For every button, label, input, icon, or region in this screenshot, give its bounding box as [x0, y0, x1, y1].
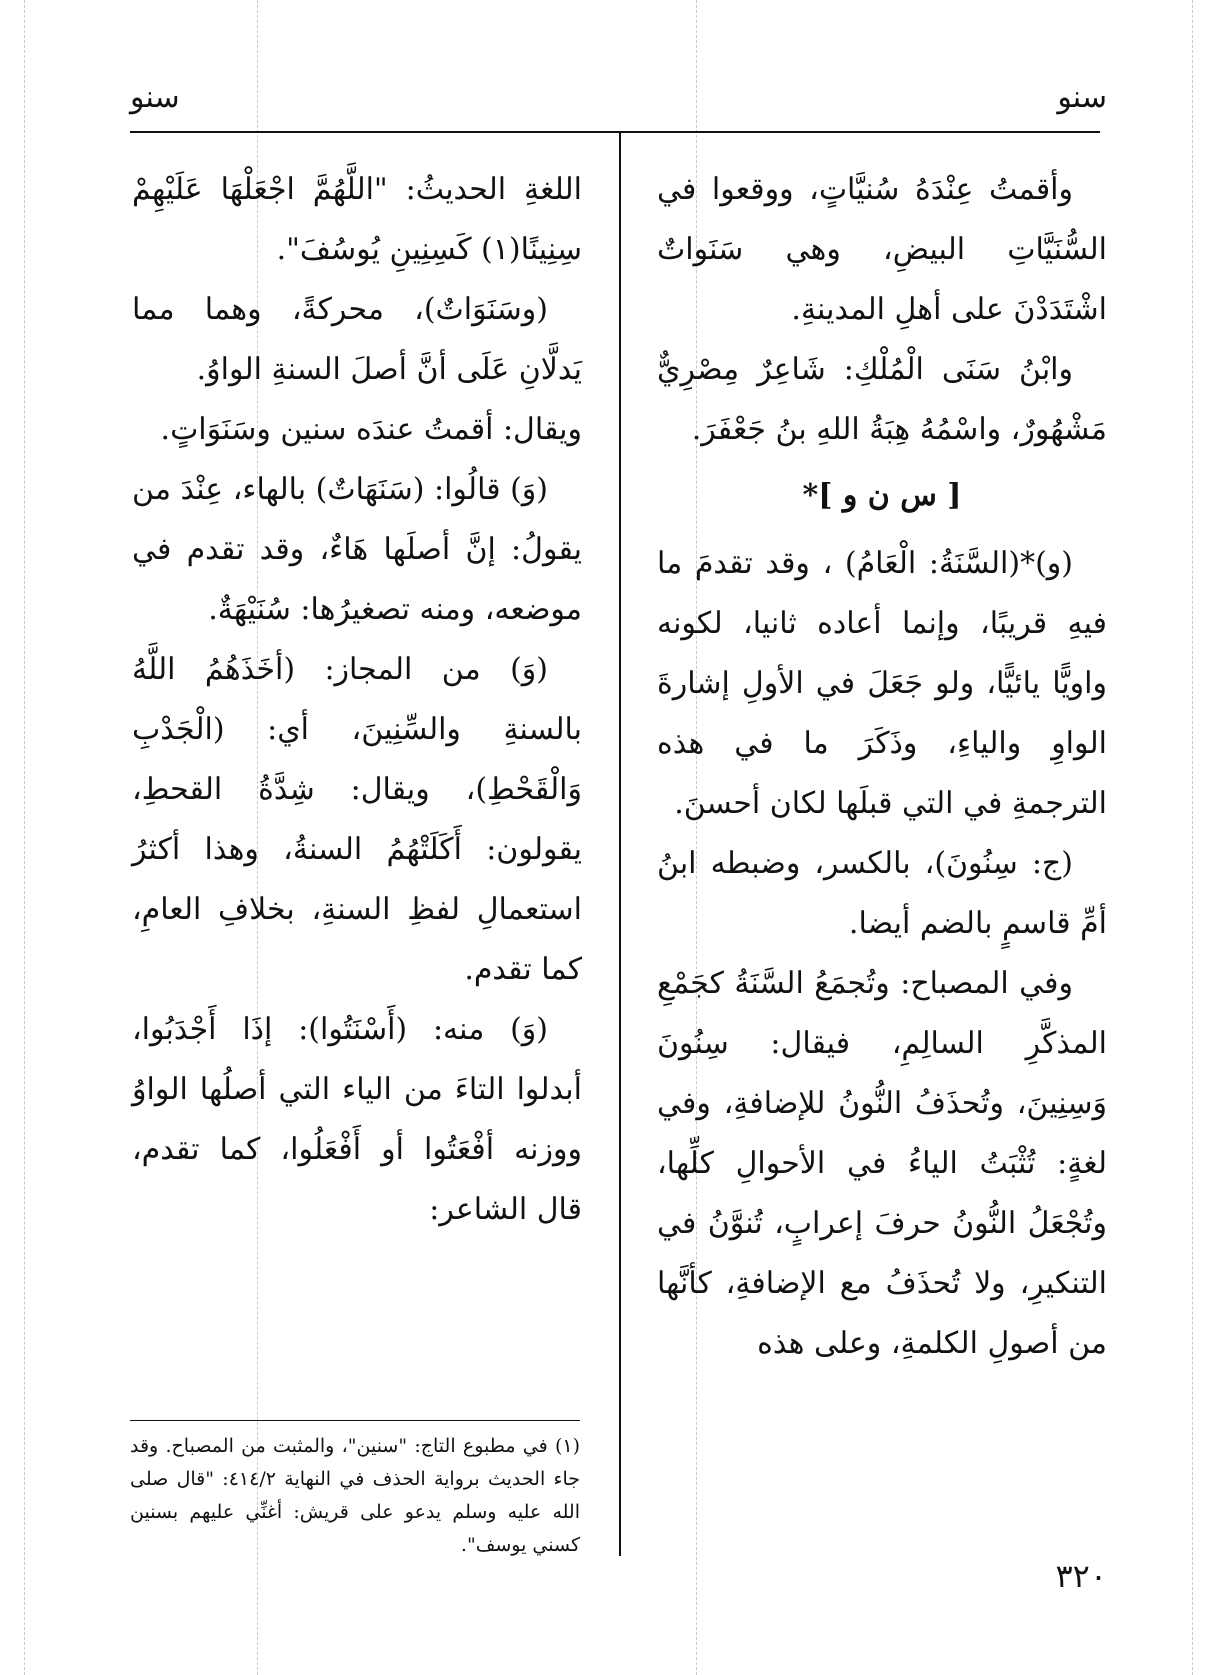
- margin-guide-line: [1192, 0, 1193, 1675]
- column-divider: [619, 132, 621, 1556]
- running-head-right: سنو: [1057, 80, 1107, 115]
- paragraph: وابْنُ سَنَى الْمُلْكِ: شَاعِرٌ مِصْرِيٌّ مَشْهُورٌ، واسْمُهُ هِبَةُ اللهِ بنُ جَعْفَرَ.: [657, 352, 1107, 447]
- paragraph: (و)*(السَّنَةُ: الْعَامُ) ، وقد تقدمَ ما فيهِ قريبًا، وإنما أعاده ثانيا، لكونه واويًّا يائيًّا، ولو جَعَلَ في الأولِ إشارةَ الواوِ والياءِ، وذَكَرَ ما في هذه الترجمةِ في التي قبلَها لكان أحسنَ.: [657, 546, 1107, 821]
- paragraph: وأقمتُ عِنْدَهُ سُنيَّاتٍ، ووقعوا في السُّنَيَّاتِ البيضِ، وهي سَنَواتٌ اشْتَدَدْنَ على أهلِ المدينةِ.: [657, 172, 1107, 327]
- right-column: [657, 160, 1107, 1374]
- footnote-rule: [130, 1420, 580, 1421]
- header-rule: [130, 131, 1100, 133]
- paragraph: (ج: سِنُونَ)، بالكسر، وضبطه ابنُ أمِّ قاسمٍ بالضم أيضا.: [657, 846, 1107, 941]
- paragraph: (وَ) منه: (أَسْنَتُوا): إذَا أَجْدَبُوا، أبدلوا التاءَ من الياء التي أصلُها الواوُ ووزنه أفْعَتُوا أو أَفْعَلُوا، كما تقدم، قال الشاعر:: [132, 1012, 582, 1227]
- paragraph: اللغةِ الحديثُ: "اللَّهُمَّ اجْعَلْهَا عَلَيْهِمْ سِنِينًا(١) كَسِنِينِ يُوسُفَ".: [132, 172, 582, 267]
- paragraph: (وَ) من المجاز: (أخَذَهُمُ اللَّهُ بالسنةِ والسِّنِينَ، أي: (الْجَدْبِ وَالْقَحْطِ)، ويقال: شِدَّةُ القحطِ، يقولون: أَكَلَتْهُمُ السنةُ، وهذا أكثرُ استعمالِ لفظِ السنةِ، بخلافِ العامِ، كما تقدم.: [132, 652, 582, 987]
- footnote: (١) في مطبوع التاج: "سنين"، والمثبت من المصباح. وقد جاء الحديث برواية الحذف في النهاية ٤١٤/٢: "قال صلى الله عليه وسلم يدعو على قريش: أغنِّي عليهم بسنين كسني يوسف".: [130, 1435, 581, 1556]
- margin-guide-line: [24, 0, 25, 1675]
- paragraph: ويقال: أقمتُ عندَه سنين وسَنَوَاتٍ.: [160, 412, 582, 447]
- left-column: [132, 160, 582, 1240]
- paragraph: (وَ) قالُوا: (سَنَهَاتٌ) بالهاء، عِنْدَ من يقولُ: إنَّ أصلَها هَاءٌ، وقد تقدم في موضعه، ومنه تصغيرُها: سُنَيْهَةٌ.: [132, 472, 582, 627]
- paragraph: (وسَنَوَاتٌ)، محركةً، وهما مما يَدلَّانِ عَلَى أنَّ أصلَ السنةِ الواوُ.: [132, 292, 582, 387]
- paragraph: وفي المصباح: وتُجمَعُ السَّنَةُ كجَمْعِ المذكَّرِ السالِمِ، فيقال: سِنُونَ وَسِنِينَ، وتُحذَفُ النُّونُ للإضافةِ، وفي لغةٍ: تُثْبَتُ الياءُ في الأحوالِ كلِّها، وتُجْعَلُ النُّونُ حرفَ إعرابٍ، تُنوَّنُ في التنكيرِ، ولا تُحذَفُ مع الإضافةِ، كأنَّها من أصولِ الكلمةِ، وعلى هذه: [657, 966, 1107, 1361]
- running-head-left: سنو: [130, 80, 180, 115]
- entry-heading: [ س ن و ]*: [802, 478, 962, 513]
- page-number: ٣٢٠: [1055, 1557, 1107, 1595]
